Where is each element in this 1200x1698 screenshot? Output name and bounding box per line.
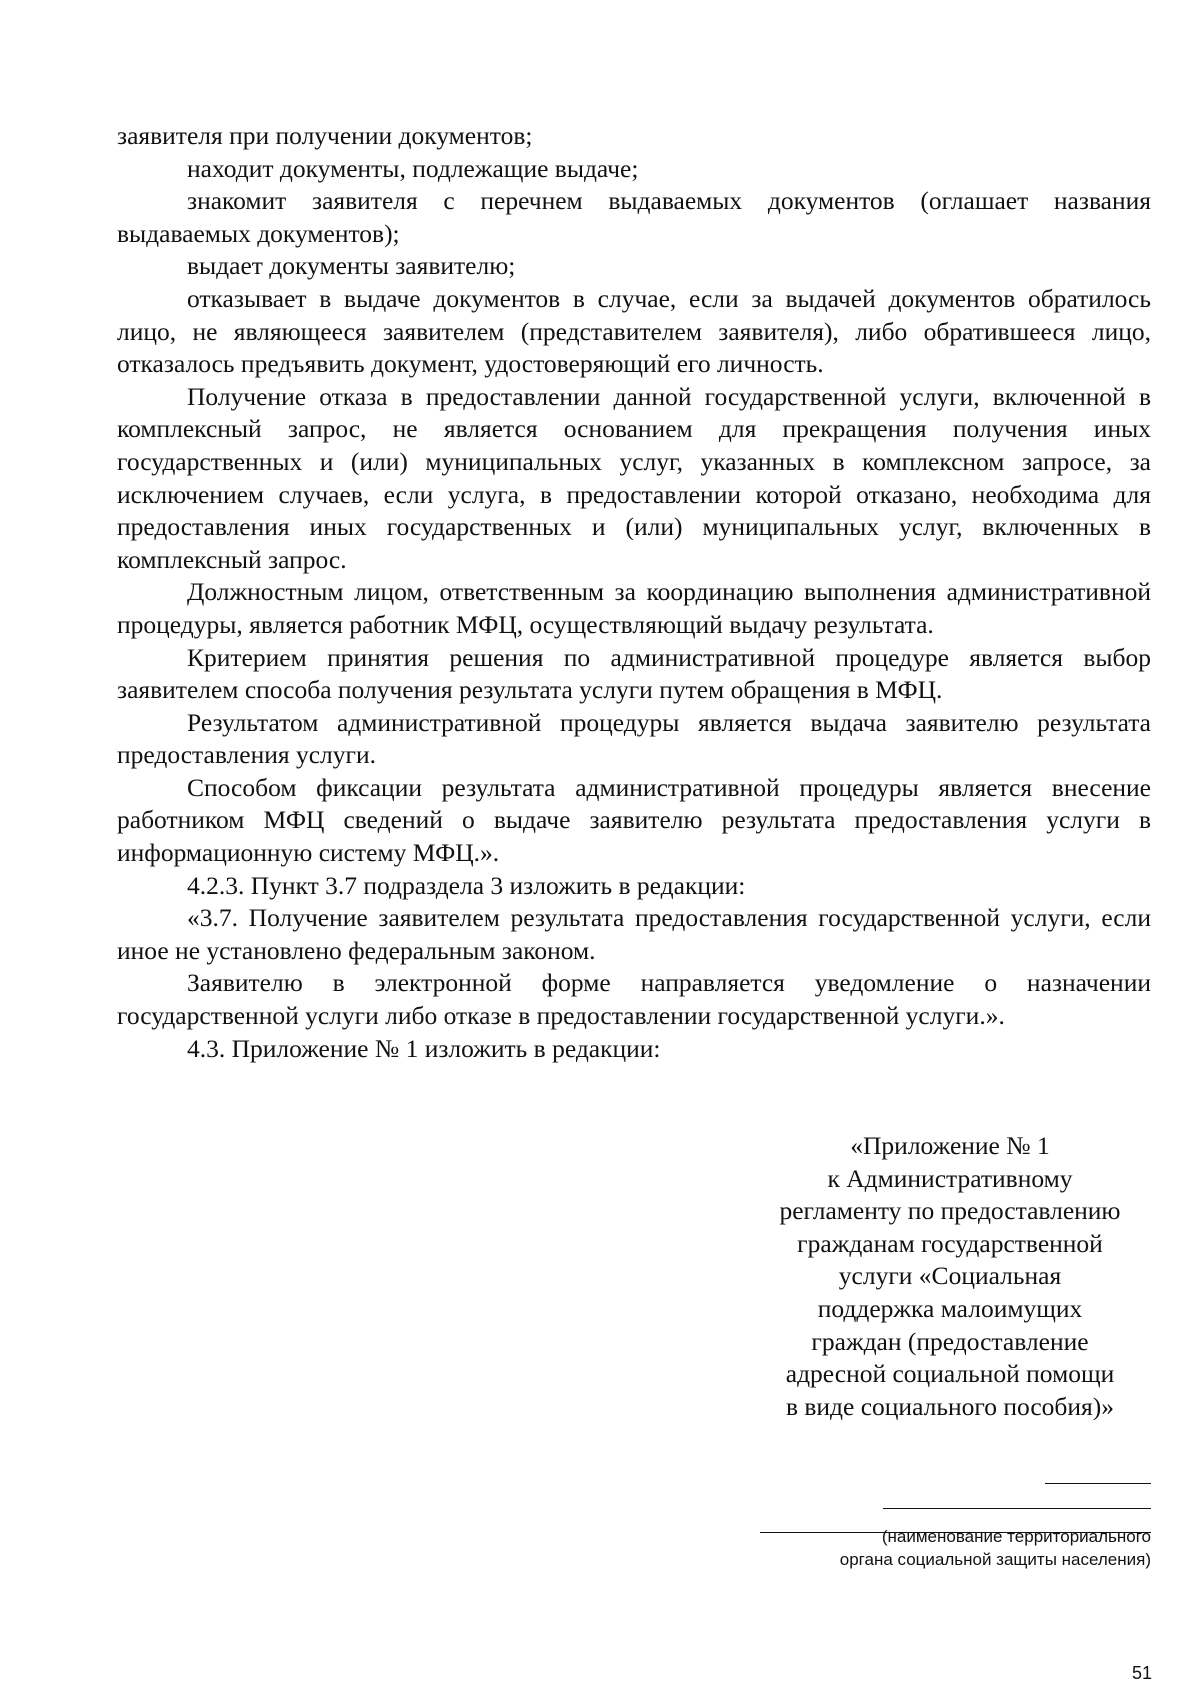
paragraph: отказывает в выдаче документов в случае, если за выдачей документов обратилось лицо, не являющееся заявителем (представителем заявителя), либо обратившееся лицо, отказалось предъявить документ, удостоверяющий его личность. bbox=[117, 283, 1151, 379]
paragraph: Способом фиксации результата административной процедуры является внесение работником МФЦ сведений о выдаче заявителю результата предоставления услуги в информационную систему МФЦ.». bbox=[117, 772, 1151, 868]
appendix-line: поддержка малоимущих bbox=[817, 1293, 1083, 1323]
paragraph: находит документы, подлежащие выдаче; bbox=[187, 153, 639, 183]
paragraph: Должностным лицом, ответственным за координацию выполнения административной процедуры, является работник МФЦ, осуществляющий выдачу результата. bbox=[117, 577, 1151, 639]
signature-caption bbox=[740, 1525, 1151, 1571]
signature-caption-line: органа социальной защиты населения) bbox=[839, 1550, 1151, 1569]
paragraph: «3.7. Получение заявителем результата предоставления государственной услуги, если иное не установлено федеральным законом. bbox=[117, 903, 1151, 965]
paragraph: 4.2.3. Пункт 3.7 подраздела 3 изложить в редакции: bbox=[187, 870, 746, 900]
appendix-line: граждан (предоставление bbox=[811, 1326, 1089, 1356]
page-number: 51 bbox=[1131, 1663, 1152, 1683]
appendix-line: к Административному bbox=[827, 1163, 1073, 1193]
paragraph: знакомит заявителя с перечнем выдаваемых документов (оглашает названия выдаваемых документов); bbox=[117, 186, 1151, 248]
signature-caption-line: (наименование территориального bbox=[881, 1527, 1151, 1546]
appendix-line: адресной социальной помощи bbox=[785, 1359, 1115, 1389]
appendix-header-block bbox=[748, 1130, 1152, 1423]
paragraph: Заявителю в электронной форме направляется уведомление о назначении государственной услуги либо отказе в предоставлении государственной услуги.». bbox=[117, 968, 1151, 1031]
appendix-line: «Приложение № 1 bbox=[850, 1131, 1050, 1160]
paragraph: заявителя при получении документов; bbox=[117, 121, 533, 150]
document-body bbox=[117, 120, 1151, 1065]
paragraph: выдает документы заявителю; bbox=[187, 251, 516, 281]
signature-line-short bbox=[1045, 1483, 1151, 1484]
appendix-line: в виде социального пособия)» bbox=[785, 1391, 1115, 1421]
appendix-line: регламенту по предоставлению bbox=[779, 1196, 1121, 1226]
paragraph: Критерием принятия решения по административной процедуре является выбор заявителем способа получения результата услуги путем обращения в МФЦ. bbox=[117, 642, 1151, 705]
appendix-line: услуги «Социальная bbox=[838, 1261, 1062, 1291]
signature-line-medium bbox=[883, 1508, 1151, 1509]
paragraph: 4.3. Приложение № 1 изложить в редакции: bbox=[187, 1033, 661, 1063]
paragraph: Результатом административной процедуры является выдача заявителю результата предоставления услуги. bbox=[117, 707, 1151, 770]
paragraph: Получение отказа в предоставлении данной государственной услуги, включенной в комплексный запрос, не является основанием для прекращения получения иных государственных и (или) муниципальных услуг, указанных в комплексном запросе, за исключением случаев, если услуга, в предоставлении которой отказано, необходима для предоставления иных государственных и (или) муниципальных услуг, включенных в комплексный запрос. bbox=[117, 381, 1151, 574]
appendix-line: гражданам государственной bbox=[797, 1228, 1103, 1258]
